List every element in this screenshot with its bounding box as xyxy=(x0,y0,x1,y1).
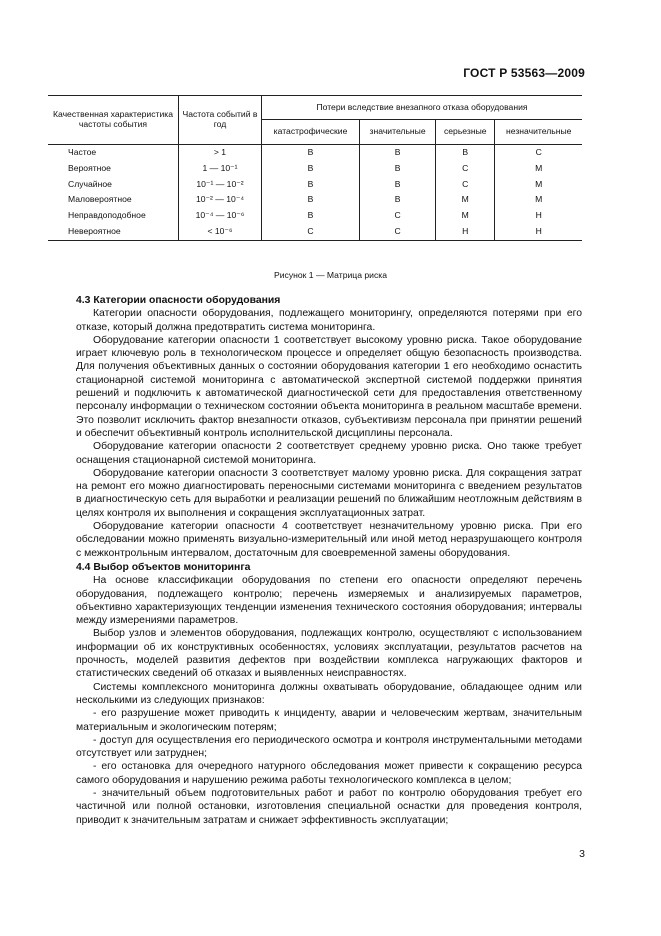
table-row xyxy=(48,177,582,193)
row-name: Вероятное xyxy=(48,161,179,177)
cell-value: М xyxy=(436,192,495,208)
paragraph: Оборудование категории опасности 4 соответствует незначительному уровню риска. При его обследовании можно применять визуально-измерительный или иной метод неразрушающего контроля с межконтрольным интервалом, достаточным для своевременной замены оборудования. xyxy=(76,521,582,559)
bullet-item: - его остановка для очередного натурного обследования может привести к сокращению ресурса самого оборудования и нарушению режима работы технологического комплекса в целом; xyxy=(76,761,582,786)
page-number: 3 xyxy=(579,848,585,860)
row-frequency: 10⁻¹ — 10⁻² xyxy=(179,177,262,193)
paragraph: Категории опасности оборудования, подлежащего мониторингу, определяются потерями при его отказе, который должна предотвратить система мониторинга. xyxy=(76,308,582,333)
row-frequency: 10⁻² — 10⁻⁴ xyxy=(179,192,262,208)
cell-value: В xyxy=(360,177,436,193)
cell-value: В xyxy=(360,145,436,161)
cell-value: С xyxy=(495,145,582,161)
row-name: Неправдоподобное xyxy=(48,208,179,224)
paragraph: Системы комплексного мониторинга должны охватывать оборудование, обладающее одним или несколькими из следующих признаков: xyxy=(76,681,582,706)
document-body xyxy=(76,294,582,827)
cell-value: В xyxy=(262,208,360,224)
cell-value: М xyxy=(495,161,582,177)
cell-value: С xyxy=(436,161,495,177)
row-name: Случайное xyxy=(48,177,179,193)
paragraph: На основе классификации оборудования по степени его опасности определяют перечень оборудования, подлежащего контролю; перечень измеряемых и анализируемых параметров, объективно характеризующих тенденции изменения технического состояния оборудования; интервалы между измерениями параметров. xyxy=(76,575,582,627)
cell-value: С xyxy=(360,208,436,224)
cell-value: С xyxy=(436,177,495,193)
cell-value: С xyxy=(262,224,360,240)
paragraph: Выбор узлов и элементов оборудования, подлежащих контролю, осуществляют с использованием информации об их конструктивных особенностях, условиях эксплуатации, результатов расчетов на прочность, моделей развития дефектов при воздействии комплекса нагружающих факторов и статистических сведений об отказах и выявленных неисправностях. xyxy=(76,628,582,680)
row-frequency: 10⁻⁴ — 10⁻⁶ xyxy=(179,208,262,224)
cell-value: Н xyxy=(436,224,495,240)
row-frequency: < 10⁻⁶ xyxy=(179,224,262,240)
subcol-serious: серьезные xyxy=(436,120,495,145)
table-row xyxy=(48,208,582,224)
paragraph: Оборудование категории опасности 2 соответствует среднему уровню риска. Оно также требует оснащения стационарной системой мониторинга. xyxy=(76,441,582,466)
row-frequency: 1 — 10⁻¹ xyxy=(179,161,262,177)
figure-caption: Рисунок 1 — Матрица риска xyxy=(273,270,387,280)
bullet-item: - его разрушение может приводить к инциденту, аварии и человеческим жертвам, значительным материальным и экологическим потерям; xyxy=(76,708,582,733)
cell-value: Н xyxy=(495,224,582,240)
cell-value: В xyxy=(360,192,436,208)
row-name: Невероятное xyxy=(48,224,179,240)
cell-value: В xyxy=(436,145,495,161)
cell-value: Н xyxy=(495,208,582,224)
paragraph: Оборудование категории опасности 3 соответствует малому уровню риска. Для сокращения затрат на ремонт его можно диагностировать переносными системами мониторинга с введением результатов в диагностическую сеть для выработки и реализации решений по ближайшим неотложным действиям в целях контроля их выполнения и сокращения эксплуатационных затрат. xyxy=(76,467,582,519)
cell-value: В xyxy=(262,145,360,161)
cell-value: В xyxy=(262,161,360,177)
col-header-losses: Потери вследствие внезапного отказа оборудования xyxy=(262,96,583,120)
bullet-item: - доступ для осуществления его периодического осмотра и контроля инструментальными методами отсутствует или затруднен; xyxy=(76,734,582,760)
row-name: Маловероятное xyxy=(48,192,179,208)
section-heading-4-3: 4.3 Категории опасности оборудования xyxy=(76,295,281,306)
table-row xyxy=(48,192,582,208)
bullet-item: - значительный объем подготовительных работ и работ по контролю оборудования требует его частичной или полной остановки, изготовления специальной оснастки для проведения контроля, приводит к значительным затратам и снижает эффективность эксплуатации; xyxy=(76,787,582,826)
row-frequency: > 1 xyxy=(179,145,262,161)
col-header-frequency: Частота событий в год xyxy=(179,96,262,145)
cell-value: В xyxy=(262,192,360,208)
table-row xyxy=(48,145,582,161)
row-name: Частое xyxy=(48,145,179,161)
cell-value: В xyxy=(262,177,360,193)
table-row xyxy=(48,161,582,177)
cell-value: С xyxy=(360,224,436,240)
document-id: ГОСТ Р 53563—2009 xyxy=(463,66,585,80)
paragraph: Оборудование категории опасности 1 соответствует высокому уровню риска. Такое оборудование играет ключевую роль в технологическом процессе и определяет общую безопасность производства. Для получения объективных данных о состоянии оборудования категории 1 его необходимо оснастить стационарной системой мониторинга с автоматической экспертной системой поддержки принятия решений и подключить к автоматической диагностической сети для предоставления ответственному персоналу информации о техническом состоянии объекта мониторинга в реальном масштабе времени. Это позволит исключить фактор внезапности отказов, субъективизм персонала при принятии решений и обеспечит объективный контроль исполнительской дисциплины персонала. xyxy=(76,334,582,439)
cell-value: М xyxy=(495,177,582,193)
cell-value: М xyxy=(436,208,495,224)
table-row xyxy=(48,224,582,240)
subcol-minor: незначительные xyxy=(495,120,582,145)
subcol-catastrophic: катастрофические xyxy=(262,120,360,145)
risk-matrix-table xyxy=(48,95,582,241)
cell-value: В xyxy=(360,161,436,177)
subcol-significant: значительные xyxy=(360,120,436,145)
section-heading-4-4: 4.4 Выбор объектов мониторинга xyxy=(76,561,251,573)
cell-value: М xyxy=(495,192,582,208)
col-header-quality: Качественная характеристика частоты события xyxy=(48,96,179,145)
